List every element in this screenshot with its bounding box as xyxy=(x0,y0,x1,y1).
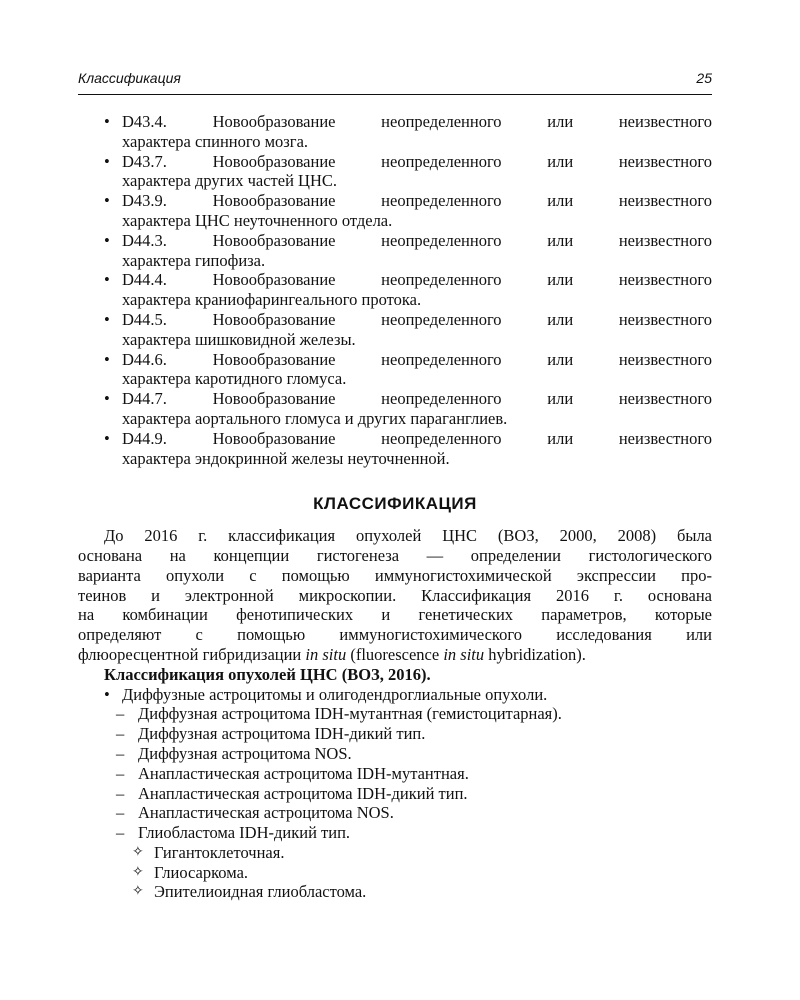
icd-code-item xyxy=(78,389,712,429)
code-word: неизвестного xyxy=(618,309,712,329)
code-word: неопределенного xyxy=(381,389,502,409)
bullet-mark: • xyxy=(104,191,110,211)
dash-mark: – xyxy=(116,724,125,744)
code-word: неопределенного xyxy=(381,428,502,448)
classification-list xyxy=(78,685,712,903)
paragraph-line: теинов и электронной микроскопии. Классификация 2016 г. основана xyxy=(78,585,712,605)
level2-text: Анапластическая астроцитома NOS. xyxy=(138,803,394,823)
code-first-line xyxy=(122,350,712,370)
code-word: неизвестного xyxy=(618,230,712,250)
header-rule xyxy=(78,94,712,95)
italic-term: in situ xyxy=(305,644,347,664)
code-first-line xyxy=(122,429,712,449)
level2-item xyxy=(78,744,712,764)
code-word: неизвестного xyxy=(618,191,712,211)
page-number: 25 xyxy=(696,70,712,86)
code-second-line: характера аортального гломуса и других параганглиев. xyxy=(122,408,508,428)
level2-item xyxy=(78,704,712,724)
code-word: Новообразование xyxy=(212,349,336,369)
dash-mark: – xyxy=(116,743,125,763)
icd-code-item xyxy=(78,191,712,231)
code-word: или xyxy=(547,428,574,448)
paragraph-line: на комбинации фенотипических и генетических параметров, которые xyxy=(78,605,712,625)
code-first-line xyxy=(122,112,712,132)
level3-text: Эпителиоидная глиобластома. xyxy=(154,882,367,902)
code-word: или xyxy=(547,309,574,329)
code-word: неизвестного xyxy=(618,349,712,369)
code-first-line xyxy=(122,389,712,409)
code-word: неопределенного xyxy=(381,191,502,211)
code-second-line: характера других частей ЦНС. xyxy=(122,171,338,191)
icd-code: D44.6. xyxy=(122,349,167,369)
code-word: или xyxy=(547,230,574,250)
icd-code: D44.7. xyxy=(122,389,167,409)
diamond-mark: ✧ xyxy=(132,844,144,860)
dash-mark: – xyxy=(116,783,125,803)
section-heading: КЛАССИФИКАЦИЯ xyxy=(313,494,477,514)
code-word: неопределенного xyxy=(381,349,502,369)
code-word: неопределенного xyxy=(381,112,502,131)
code-first-line xyxy=(122,310,712,330)
code-word: неизвестного xyxy=(618,151,712,171)
level1-item xyxy=(78,685,712,705)
running-head xyxy=(78,70,712,86)
icd-code-item xyxy=(78,152,712,192)
code-word: или xyxy=(547,389,574,409)
paragraph-fragment: флюоресцентной гибридизации xyxy=(78,644,306,664)
code-word: Новообразование xyxy=(212,309,336,329)
code-word: или xyxy=(547,270,574,290)
code-word: Новообразование xyxy=(212,112,336,131)
level3-item xyxy=(78,882,712,902)
code-word: неопределенного xyxy=(381,309,502,329)
icd-code-item xyxy=(78,429,712,469)
code-word: Новообразование xyxy=(212,428,336,448)
dash-mark: – xyxy=(116,704,125,724)
code-word: или xyxy=(547,151,574,171)
code-first-line xyxy=(122,270,712,290)
paragraph-line: варианта опухоли с помощью иммуногистохимической экспрессии про- xyxy=(78,565,712,585)
bullet-mark: • xyxy=(104,270,110,290)
dash-mark: – xyxy=(116,763,125,783)
icd-code-item xyxy=(78,310,712,350)
code-word: или xyxy=(547,349,574,369)
bullet-mark: • xyxy=(104,428,110,448)
level2-list xyxy=(78,704,712,843)
diamond-mark: ✧ xyxy=(132,864,144,880)
level2-text: Анапластическая астроцитома IDH-мутантная. xyxy=(138,763,469,783)
icd-code-list xyxy=(78,112,712,468)
level2-text: Анапластическая астроцитома IDH-дикий тип. xyxy=(138,783,468,803)
icd-code-item xyxy=(78,231,712,271)
code-second-line: характера эндокринной железы неуточненной. xyxy=(122,448,450,468)
icd-code: D43.4. xyxy=(122,112,167,131)
code-word: или xyxy=(547,191,574,211)
code-word: неопределенного xyxy=(381,151,502,171)
level2-text: Диффузная астроцитома IDH-мутантная (гемистоцитарная). xyxy=(138,704,562,724)
code-word: неизвестного xyxy=(618,270,712,290)
icd-code-item xyxy=(78,270,712,310)
code-word: неопределенного xyxy=(381,270,502,290)
code-word: Новообразование xyxy=(212,270,336,290)
icd-code: D44.3. xyxy=(122,230,167,250)
level3-item xyxy=(78,863,712,883)
paragraph-line: основана на концепции гистогенеза — определении гистологического xyxy=(78,545,712,565)
code-second-line: характера ЦНС неуточненного отдела. xyxy=(122,210,393,230)
code-word: неопределенного xyxy=(381,230,502,250)
bullet-mark: • xyxy=(104,309,110,329)
code-word: Новообразование xyxy=(212,230,336,250)
code-word: Новообразование xyxy=(212,389,336,409)
bullet-mark: • xyxy=(104,151,110,171)
level2-text: Глиобластома IDH-дикий тип. xyxy=(138,823,351,843)
code-first-line xyxy=(122,191,712,211)
level2-item xyxy=(78,784,712,804)
italic-term: in situ xyxy=(443,644,485,664)
icd-code-item xyxy=(78,112,712,152)
level2-item xyxy=(78,823,712,843)
code-word: неизвестного xyxy=(618,389,712,409)
bullet-mark: • xyxy=(104,112,110,131)
code-word: неизвестного xyxy=(618,112,712,131)
icd-code-item xyxy=(78,350,712,390)
level2-text: Диффузная астроцитома NOS. xyxy=(138,743,352,763)
level2-item xyxy=(78,764,712,784)
level2-item xyxy=(78,803,712,823)
level1-text: Диффузные астроцитомы и олигодендроглиальные опухоли. xyxy=(122,684,548,704)
code-first-line xyxy=(122,231,712,251)
paragraph-fragment: hybridization). xyxy=(484,644,586,664)
code-word: неизвестного xyxy=(618,428,712,448)
code-word: Новообразование xyxy=(212,151,336,171)
paragraph-line: определяют с помощью иммуногистохимического исследования или xyxy=(78,625,712,645)
code-second-line: характера гипофиза. xyxy=(122,250,266,270)
icd-code: D43.7. xyxy=(122,151,167,171)
level3-list xyxy=(78,843,712,902)
code-second-line: характера каротидного гломуса. xyxy=(122,369,347,389)
icd-code: D44.4. xyxy=(122,270,167,290)
level3-text: Глиосаркома. xyxy=(154,862,249,882)
bullet-mark: • xyxy=(104,349,110,369)
dash-mark: – xyxy=(116,803,125,823)
dash-mark: – xyxy=(116,823,125,843)
code-first-line xyxy=(122,152,712,172)
paragraph-line: До 2016 г. классификация опухолей ЦНС (ВОЗ, 2000, 2008) была xyxy=(104,526,712,546)
level3-item xyxy=(78,843,712,863)
intro-paragraph xyxy=(78,526,712,665)
level3-text: Гигантоклеточная. xyxy=(154,842,285,862)
code-second-line: характера шишковидной железы. xyxy=(122,329,356,349)
bullet-mark: • xyxy=(104,389,110,409)
level2-item xyxy=(78,724,712,744)
icd-code: D44.9. xyxy=(122,428,167,448)
paragraph-fragment: (fluorescence xyxy=(346,644,444,664)
bullet-mark: • xyxy=(104,230,110,250)
code-second-line: характера спинного мозга. xyxy=(122,131,309,151)
bullet-mark: • xyxy=(104,684,110,704)
page-content xyxy=(78,112,712,902)
running-head-title: Классификация xyxy=(78,70,181,86)
icd-code: D43.9. xyxy=(122,191,167,211)
icd-code: D44.5. xyxy=(122,309,167,329)
diamond-mark: ✧ xyxy=(132,884,144,900)
code-word: или xyxy=(547,112,574,131)
classification-title: Классификация опухолей ЦНС (ВОЗ, 2016). xyxy=(104,664,431,684)
paragraph-last-line xyxy=(78,645,712,665)
code-second-line: характера краниофарингеального протока. xyxy=(122,290,422,310)
level2-text: Диффузная астроцитома IDH-дикий тип. xyxy=(138,724,426,744)
code-word: Новообразование xyxy=(212,191,336,211)
